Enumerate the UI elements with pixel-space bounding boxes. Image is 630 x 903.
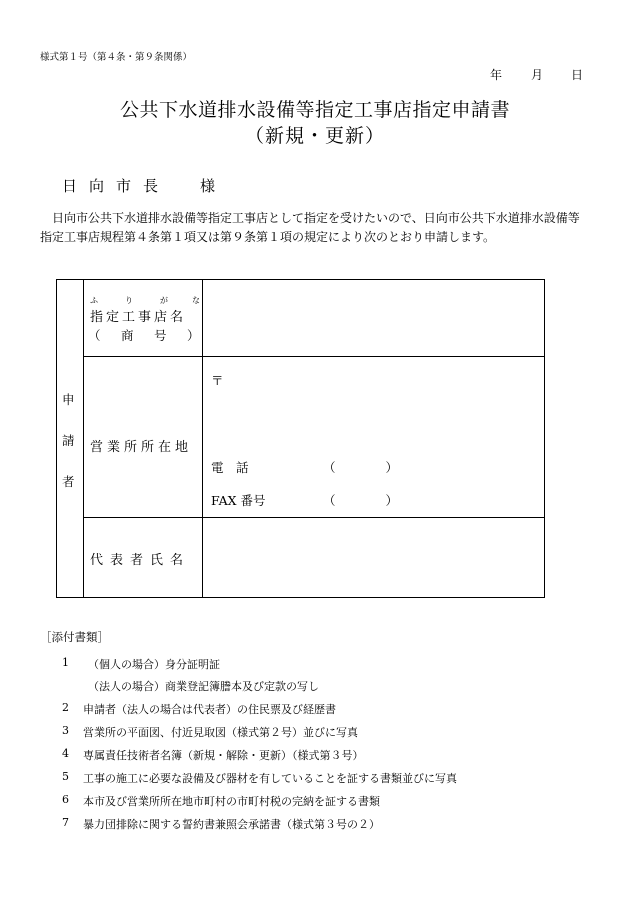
furigana-char: が: [160, 296, 168, 305]
fax-label: FAX 番号: [211, 493, 266, 508]
attachment-number: 3: [62, 724, 69, 737]
addressee-honorific: 様: [200, 177, 216, 195]
furigana-char: ふ: [90, 296, 98, 305]
attachment-item: 申請者（法人の場合は代表者）の住民票及び経歴書: [83, 703, 336, 716]
date-year: 年: [490, 68, 503, 82]
date-day: 日: [571, 68, 584, 82]
shop-name-label: 指定工事店名: [90, 310, 187, 325]
table-divider-applicant: [83, 279, 84, 598]
representative-label: 代表者氏名: [90, 553, 191, 568]
applicant-char-2: 請: [62, 433, 75, 448]
postal-mark: 〒: [211, 373, 224, 388]
attachment-item: （法人の場合）商業登記簿謄本及び定款の写し: [88, 680, 319, 693]
attachment-item: （個人の場合）身分証明証: [88, 658, 220, 671]
attachment-number: 7: [62, 816, 69, 829]
attachment-number: 4: [62, 747, 69, 760]
trade-name-label: （ 商 号 ）: [88, 328, 204, 343]
intro-paragraph: 日向市公共下水道排水設備等指定工事店として指定を受けたいので、日向市公共下水道排水設備等指定工事店規程第４条第１項又は第９条第１項の規定により次のとおり申請します。: [40, 211, 580, 244]
phone-label: 電 話: [211, 460, 249, 475]
attachment-number: 1: [62, 656, 69, 669]
table-row-divider-2: [83, 517, 545, 518]
attachment-item: 専属責任技術者名簿（新規・解除・更新）（様式第３号）: [83, 749, 364, 762]
attachment-item: 暴力団排除に関する誓約書兼照会承諾書（様式第３号の２）: [83, 818, 380, 831]
table-border-top: [56, 279, 545, 280]
table-row-divider-1: [83, 356, 545, 357]
furigana-char: な: [192, 296, 200, 305]
page-title: 公共下水道排水設備等指定工事店指定申請書: [119, 99, 510, 121]
attachment-item: 工事の施工に必要な設備及び器材を有していることを証する書類並びに写真: [83, 772, 457, 785]
attachment-number: 6: [62, 793, 69, 806]
table-border-right: [544, 279, 545, 598]
attachment-item: 本市及び営業所所在地市町村の市町村税の完納を証する書類: [83, 795, 380, 808]
table-border-bottom: [56, 597, 545, 598]
applicant-char-1: 申: [62, 392, 75, 407]
furigana-char: り: [125, 296, 133, 305]
phone-parens: （ ）: [323, 460, 399, 475]
attachment-item: 営業所の平面図、付近見取図（様式第２号）並びに写真: [83, 726, 358, 739]
date-month: 月: [531, 68, 544, 82]
fax-parens: （ ）: [323, 493, 399, 508]
addressee-name: 日向市長: [62, 177, 171, 195]
address-label: 営業所所在地: [90, 440, 193, 455]
page-subtitle: （新規・更新）: [244, 125, 385, 147]
applicant-char-3: 者: [62, 474, 75, 489]
form-number: 様式第１号（第４条・第９条関係）: [40, 52, 193, 63]
attachments-title: ［添付書類］: [40, 630, 109, 644]
table-border-left: [56, 279, 57, 598]
attachment-number: 5: [62, 770, 69, 783]
attachment-number: 2: [62, 701, 69, 714]
